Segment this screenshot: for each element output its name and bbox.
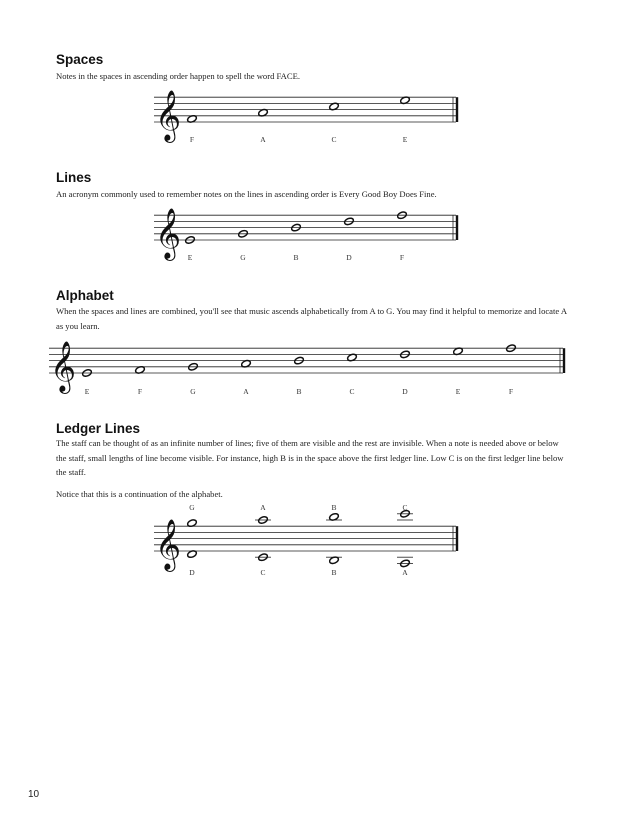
- staff-alphabet: [45, 338, 575, 402]
- section-heading-lines: Lines: [56, 170, 92, 185]
- staff-spaces: [150, 86, 470, 150]
- note-label: B: [296, 387, 302, 396]
- treble-clef-icon: 𝄞: [50, 341, 77, 392]
- note-label-top: A: [260, 503, 266, 512]
- staff-ledger: [150, 500, 470, 580]
- note-label: G: [190, 387, 196, 396]
- note-label: A: [260, 135, 266, 144]
- note-label-bottom: C: [260, 568, 266, 577]
- treble-clef-icon: 𝄞: [155, 208, 182, 259]
- note-label: E: [84, 387, 90, 396]
- section-heading-alphabet: Alphabet: [56, 288, 114, 303]
- section-text-lines: An acronym commonly used to remember notes on the lines in ascending order is Every Good Boy Does Fine.: [56, 189, 437, 199]
- note-label: D: [402, 387, 408, 396]
- section-heading-spaces: Spaces: [56, 52, 104, 67]
- note-label: F: [137, 387, 143, 396]
- note-label: F: [399, 253, 405, 262]
- section-text-ledger-lines: The staff can be thought of as an infinite number of lines; five of them are visible and the rest are invisible. When a note is needed above or below the staff, small lengths of line become visible. For instance, high B is in the space above the first ledger line. Low C is on the first ledger line below the staff.: [56, 438, 564, 477]
- note-label: F: [189, 135, 195, 144]
- note-label: C: [349, 387, 355, 396]
- note-label: E: [455, 387, 461, 396]
- note-label-top: C: [402, 503, 408, 512]
- page-number: 10: [28, 789, 40, 800]
- section-text-alphabet: When the spaces and lines are combined, you'll see that music ascends alphabetically from A to G. You may find it helpful to memorize and locate A as you learn.: [56, 306, 567, 331]
- note-label: E: [187, 253, 193, 262]
- treble-clef-icon: 𝄞: [155, 519, 182, 570]
- staff-lines: [150, 204, 470, 268]
- note-label-bottom: A: [402, 568, 408, 577]
- note-label: B: [293, 253, 299, 262]
- note-label-bottom: D: [189, 568, 195, 577]
- note-label: G: [240, 253, 246, 262]
- note-label: C: [331, 135, 337, 144]
- section-heading-ledger-lines: Ledger Lines: [56, 421, 141, 436]
- note-label: D: [346, 253, 352, 262]
- treble-clef-icon: 𝄞: [155, 90, 182, 141]
- note-label-top: B: [331, 503, 337, 512]
- note-label-top: G: [189, 503, 195, 512]
- note-label-bottom: B: [331, 568, 337, 577]
- note-label: A: [243, 387, 249, 396]
- section-text-ledger-note: Notice that this is a continuation of the alphabet.: [56, 489, 223, 499]
- note-label: F: [508, 387, 514, 396]
- note-label: E: [402, 135, 408, 144]
- section-text-spaces: Notes in the spaces in ascending order happen to spell the word FACE.: [56, 71, 300, 81]
